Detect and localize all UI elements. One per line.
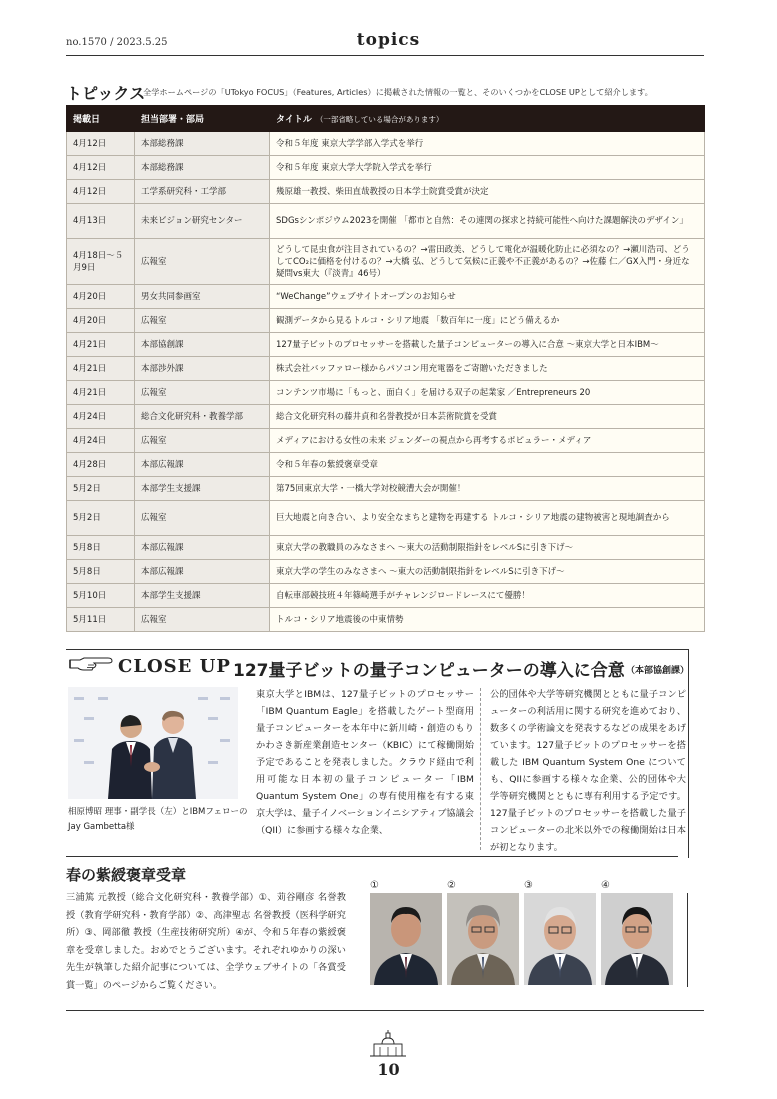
cell-title: メディアにおける女性の未来 ジェンダーの視点から再考するポピュラー・メディア [270, 429, 705, 453]
cell-title: 幾原雄一教授、柴田直哉教授の日本学士院賞受賞が決定 [270, 180, 705, 204]
cell-title: どうして昆虫食が注目されているの？→雷田政美、どうして電化が温暖化防止に必須なの？→瀬川浩司、どうしてCO₂に価格を付けるの？→大橋 弘、どうして気候に正義や不正義があるの？→佐藤 仁／GX入門・身近な疑問vs東大（『淡青』46号） [270, 239, 705, 285]
portrait-photo [524, 893, 596, 985]
topics-table-body [67, 132, 705, 632]
cell-date: 4月20日 [67, 309, 135, 333]
portrait-number-1: ① [370, 880, 379, 891]
table-row [67, 429, 705, 453]
cell-dept: 工学系研究科・工学部 [135, 180, 270, 204]
cell-title: 総合文化研究科の藤井貞和名誉教授が日本芸術院賞を受賞 [270, 405, 705, 429]
cell-date: 4月24日 [67, 405, 135, 429]
cell-dept: 本部渉外課 [135, 357, 270, 381]
cell-dept: 広報室 [135, 381, 270, 405]
table-header-row [67, 106, 705, 132]
cell-date: 5月2日 [67, 501, 135, 536]
cell-date: 4月12日 [67, 132, 135, 156]
cell-title: 令和５年春の紫綬褒章受章 [270, 453, 705, 477]
column-header-title [270, 106, 705, 132]
closeup-photo-caption: 相原博昭 理事・副学長（左）とIBMフェローのJay Gambetta様 [68, 807, 248, 832]
cell-title: 令和５年度 東京大学学部入学式を挙行 [270, 132, 705, 156]
column-divider [480, 688, 481, 850]
table-row [67, 477, 705, 501]
cell-date: 4月28日 [67, 453, 135, 477]
column-header-title-label: タイトル [276, 115, 312, 125]
cell-title: 巨大地震と向き合い、より安全なまちと建物を再建する トルコ・シリア地震の建物被害と現地調査から [270, 501, 705, 536]
footer-rule [66, 1010, 704, 1011]
cell-dept: 広報室 [135, 608, 270, 632]
cell-dept: 本部協創課 [135, 333, 270, 357]
cell-dept: 本部広報課 [135, 536, 270, 560]
table-row [67, 239, 705, 285]
column-header-dept: 担当部署・部局 [135, 106, 270, 132]
cell-date: 5月11日 [67, 608, 135, 632]
cell-dept: 本部総務課 [135, 132, 270, 156]
cell-title: SDGsシンポジウム2023を開催 「都市と自然：その連関の探求と持続可能性へ向けた課題解決のデザイン」 [270, 204, 705, 239]
cell-date: 4月21日 [67, 333, 135, 357]
cell-date: 5月8日 [67, 560, 135, 584]
medal-section-rule [66, 856, 678, 857]
closeup-column-1: 東京大学とIBMは、127量子ビットのプロセッサー「IBM Quantum Eagle」を搭載したゲート型商用量子コンピューターを本年中に新川崎・創造のもり かわさき新産業創造センター（KBIC）にて稼働開始予定であることを発表しました。クラウド経由で利用可能な日本初の量子コンピューター「IBM Quantum System One」の専有使用権を有する東京大学は、量子イノベーションイニシアティブ協議会（QII）に参画する様々な企業、 [256, 689, 474, 836]
cell-title: 自転車部競技班４年篠崎選手がチャレンジロードレースにて優勝！ [270, 584, 705, 608]
topics-description: 全学ホームページの「UTokyo FOCUS」（Features, Articles）に掲載された情報の一覧と、そのいくつかをCLOSE UPとして紹介します。 [143, 87, 653, 97]
cell-date: 4月12日 [67, 156, 135, 180]
table-row [67, 285, 705, 309]
cell-date: 4月21日 [67, 381, 135, 405]
closeup-column-2: 公的団体や大学等研究機関とともに量子コンピューターの利活用に関する研究を進めており、数多くの学術論文を発表するなどの成果をあげています。127量子ビットのプロセッサーを搭載した IBM Quantum System One についても、QIIに参画する様々な企業、公的団体や大学等研究機関とともに専有利用する予定です。127量子ビットのプロセッサーを搭載した量子コンピューターの北米以外での稼働開始は日本が初となります。 [490, 689, 686, 853]
issue-info: no.1570 / 2023.5.25 [66, 37, 168, 48]
cell-title: 東京大学の教職員のみなさまへ ～東大の活動制限指針をレベルSに引き下げ～ [270, 536, 705, 560]
table-row [67, 584, 705, 608]
cell-title: “WeChange”ウェブサイトオープンのお知らせ [270, 285, 705, 309]
header-rule [66, 55, 704, 56]
closeup-headline: 127量子ビットの量子コンピューターの導入に合意 [233, 661, 625, 681]
portrait-number-2: ② [447, 880, 456, 891]
cell-dept: 本部広報課 [135, 453, 270, 477]
medal-title: 春の紫綬褒章受章 [66, 866, 187, 884]
table-row [67, 501, 705, 536]
table-row [67, 608, 705, 632]
cell-dept: 本部学生支援課 [135, 584, 270, 608]
portrait-photo [370, 893, 442, 985]
portrait-number-3: ③ [524, 880, 533, 891]
cell-date: 4月13日 [67, 204, 135, 239]
medal-body: 三浦篤 元教授（総合文化研究科・教養学部）①、苅谷剛彦 名誉教授（教育学研究科・教育学部）②、高津聖志 名誉教授（医科学研究所）③、岡部徹 教授（生産技術研究所）④が、令和５年春の紫綬褒章を受章しました。おめでとうございます。それぞれゆかりの深い先生が執筆した紹介記事については、全学ウェブサイトの「各賞受賞一覧」のページからご覧ください。 [66, 892, 346, 991]
portrait-photo [601, 893, 673, 985]
cell-title: コンテンツ市場に「もっと、面白く」を届ける双子の起業家 ／Entrepreneurs 20 [270, 381, 705, 405]
cell-dept: 総合文化研究科・教養学部 [135, 405, 270, 429]
page-number: 10 [377, 1060, 400, 1079]
column-header-title-note: （一部省略している場合があります） [315, 115, 444, 124]
closeup-dept: （本部協創課） [626, 666, 690, 676]
topics-title: トピックス [66, 84, 146, 103]
portrait-edge-rule [687, 893, 688, 987]
yasuda-auditorium-icon [366, 1030, 410, 1060]
cell-date: 4月18日～５月9日 [67, 239, 135, 285]
cell-title: 株式会社バッファロー様からパソコン用充電器をご寄贈いただきました [270, 357, 705, 381]
table-row [67, 309, 705, 333]
cell-dept: 本部広報課 [135, 560, 270, 584]
table-row [67, 381, 705, 405]
portrait-photo [447, 893, 519, 985]
cell-dept: 男女共同参画室 [135, 285, 270, 309]
cell-title: 観測データから見るトルコ・シリア地震 「数百年に一度」にどう備えるか [270, 309, 705, 333]
cell-dept: 未来ビジョン研究センター [135, 204, 270, 239]
cell-dept: 広報室 [135, 501, 270, 536]
table-row [67, 132, 705, 156]
cell-date: 4月21日 [67, 357, 135, 381]
portrait-3 [524, 893, 596, 985]
portrait-number-4: ④ [601, 880, 610, 891]
portrait-2 [447, 893, 519, 985]
portrait-4 [601, 893, 673, 985]
cell-title: トルコ・シリア地震後の中東情勢 [270, 608, 705, 632]
cell-title: 東京大学の学生のみなさまへ ～東大の活動制限指針をレベルSに引き下げ～ [270, 560, 705, 584]
table-row [67, 333, 705, 357]
cell-dept: 本部学生支援課 [135, 477, 270, 501]
portrait-1 [370, 893, 442, 985]
section-title: topics [356, 30, 421, 50]
table-row [67, 357, 705, 381]
cell-date: 4月24日 [67, 429, 135, 453]
handshake-photo [68, 687, 238, 799]
table-row [67, 560, 705, 584]
table-row [67, 180, 705, 204]
cell-date: 4月12日 [67, 180, 135, 204]
cell-date: 4月20日 [67, 285, 135, 309]
cell-date: 5月10日 [67, 584, 135, 608]
cell-title: 127量子ビットのプロセッサーを搭載した量子コンピューターの導入に合意 ～東京大学と日本IBM～ [270, 333, 705, 357]
cell-date: 5月2日 [67, 477, 135, 501]
topics-table [66, 105, 705, 632]
cell-dept: 広報室 [135, 239, 270, 285]
cell-date: 5月8日 [67, 536, 135, 560]
cell-dept: 広報室 [135, 429, 270, 453]
cell-title: 令和５年度 東京大学大学院入学式を挙行 [270, 156, 705, 180]
closeup-photo [68, 687, 238, 799]
column-header-date: 掲載日 [67, 106, 135, 132]
table-row [67, 405, 705, 429]
table-row [67, 536, 705, 560]
table-row [67, 156, 705, 180]
table-row [67, 453, 705, 477]
cell-title: 第75回東京大学・一橋大学対校競漕大会が開催！ [270, 477, 705, 501]
table-row [67, 204, 705, 239]
cell-dept: 本部総務課 [135, 156, 270, 180]
pointing-hand-icon [68, 656, 114, 672]
cell-dept: 広報室 [135, 309, 270, 333]
closeup-label: CLOSE UP [118, 656, 231, 677]
